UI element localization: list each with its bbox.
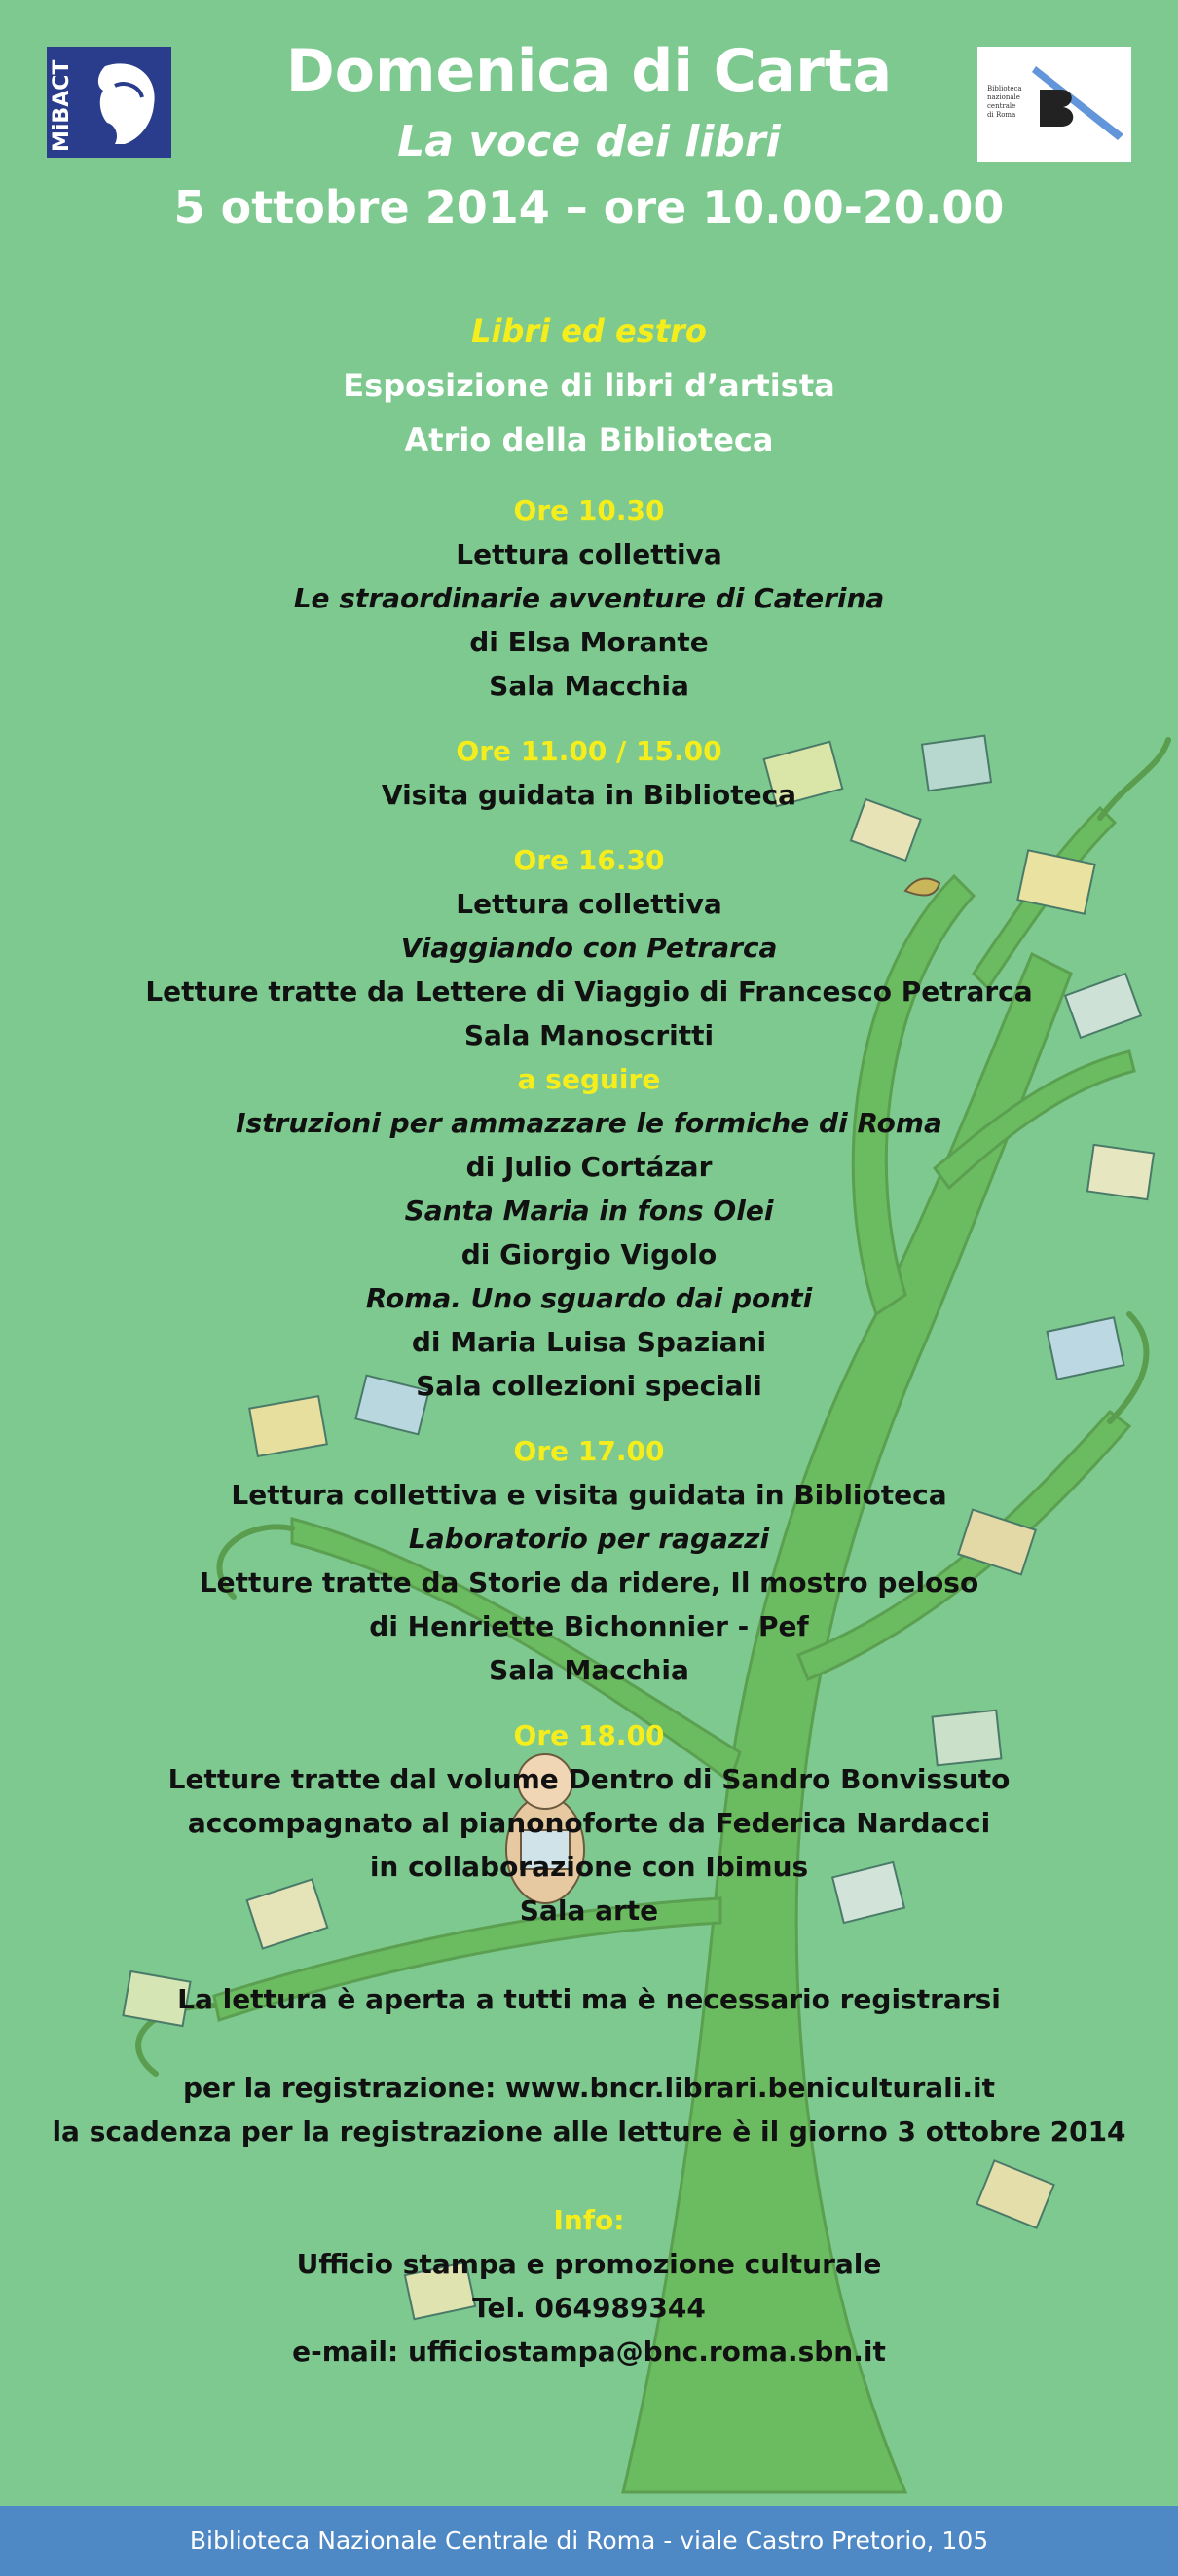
svg-text:MiBACT: MiBACT [50,59,74,152]
event-time: Ore 17.00 [513,1435,665,1467]
event-line: Sala Macchia [489,1654,689,1686]
info-phone[interactable]: Tel. 064989344 [472,2292,706,2324]
event-line: Sala arte [519,1895,659,1927]
svg-text:Biblioteca: Biblioteca [987,85,1022,92]
event-line: Le straordinarie avventure di Caterina [293,582,885,614]
event-line: Lettura collettiva e visita guidata in Biblioteca [231,1479,947,1511]
page-title: Domenica di Carta [285,37,893,105]
event-date: 5 ottobre 2014 – ore 10.00-20.00 [173,181,1005,234]
event-line: Sala collezioni speciali [416,1370,762,1402]
event-line: Sala Manoscritti [463,1019,715,1051]
footer-address: Biblioteca Nazionale Centrale di Roma - viale Castro Pretorio, 105 [0,2506,1178,2576]
info-email[interactable]: e-mail: ufficiostampa@bnc.roma.sbn.it [292,2336,886,2368]
event-line: Visita guidata in Biblioteca [381,779,797,811]
event-line: di Julio Cortázar [465,1151,713,1183]
event-line: Roma. Uno sguardo dai ponti [365,1282,813,1314]
event-line: Istruzioni per ammazzare le formiche di Roma [236,1107,942,1139]
event-line: Santa Maria in fons Olei [404,1195,774,1227]
event-line: di Maria Luisa Spaziani [411,1326,767,1358]
svg-text:di Roma: di Roma [987,111,1016,119]
event-time: Ore 11.00 / 15.00 [456,735,722,767]
event-time: Ore 10.30 [513,495,665,527]
intro-title: Libri ed estro [471,313,707,350]
event-line: di Giorgio Vigolo [460,1238,718,1270]
event-time: Ore 16.30 [513,844,665,876]
registration-link[interactable]: per la registrazione: www.bncr.librari.beniculturali.it [182,2072,995,2104]
event-line: Sala Macchia [489,670,689,702]
svg-text:nazionale: nazionale [987,93,1020,101]
registration-notice: La lettura è aperta a tutti ma è necessario registrarsi [177,1983,1001,2015]
info-label: Info: [553,2204,625,2236]
registration-deadline: la scadenza per la registrazione alle letture è il giorno 3 ottobre 2014 [52,2116,1126,2148]
event-line: Viaggiando con Petrarca [400,932,778,964]
intro-line: Esposizione di libri d’artista [343,367,835,404]
event-line: Lettura collettiva [456,538,722,570]
event-line: accompagnato al pianonoforte da Federica Nardacci [187,1807,991,1839]
follow-label: a seguire [517,1063,661,1095]
event-line: Lettura collettiva [456,888,722,920]
program [0,304,1178,2374]
svg-text:centrale: centrale [987,102,1016,110]
event-line: di Henriette Bichonnier - Pef [369,1610,809,1642]
event-time: Ore 18.00 [513,1719,665,1751]
event-line: Letture tratte dal volume Dentro di Sandro Bonvissuto [167,1763,1011,1795]
event-line: Letture tratte da Lettere di Viaggio di Francesco Petrarca [145,975,1033,1008]
info-office: Ufficio stampa e promozione culturale [296,2248,882,2280]
event-line: in collaborazione con Ibimus [369,1851,809,1883]
event-line: di Elsa Morante [469,626,709,658]
intro-line: Atrio della Biblioteca [404,422,774,459]
event-line: Letture tratte da Storie da ridere, Il mostro peloso [199,1566,979,1599]
event-line: Laboratorio per ragazzi [408,1523,770,1555]
page-subtitle: La voce dei libri [397,117,781,166]
